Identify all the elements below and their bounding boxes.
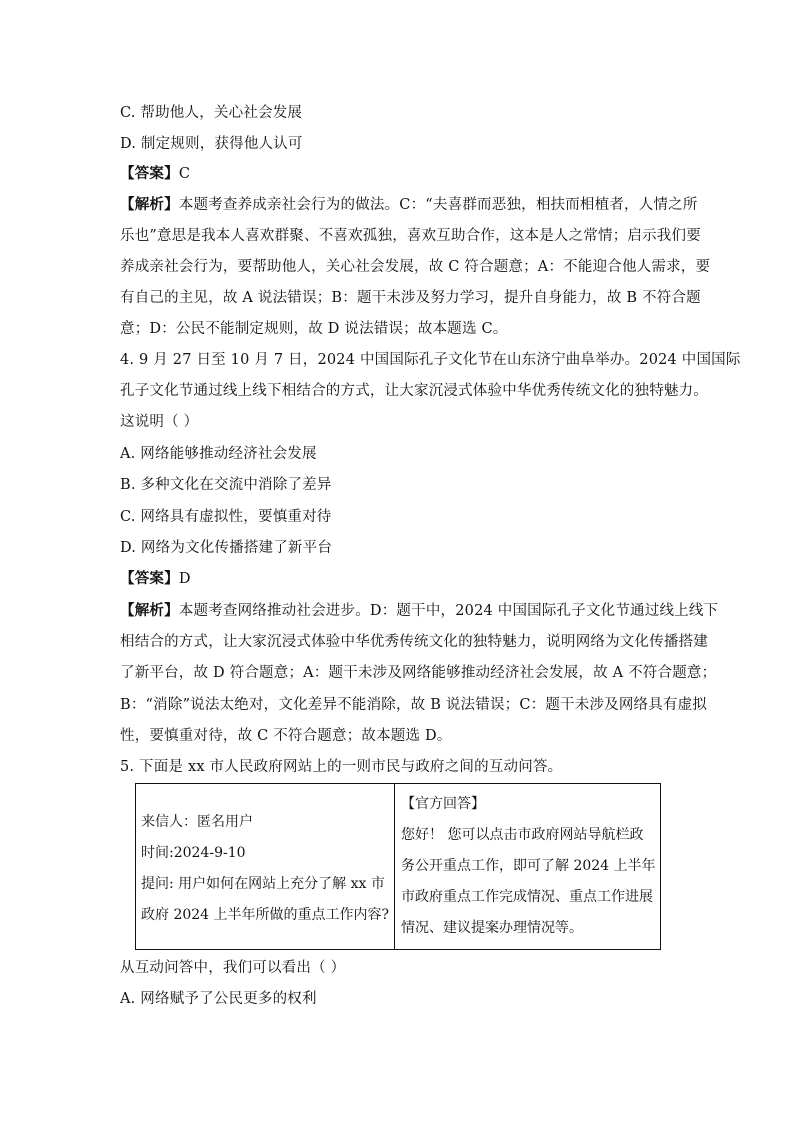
- q3-answer: [120, 164, 190, 184]
- answer-mark: 【答案】: [120, 165, 179, 182]
- q4-analysis-line: [120, 601, 718, 621]
- analysis-text: 本题考查养成亲社会行为的做法。C：“夫喜群而恶独，相扶而相植者，人情之所: [178, 197, 698, 213]
- q4-option-c: C. 网络具有虚拟性，要慎重对待: [120, 509, 332, 525]
- q4-option-d: D. 网络为文化传播搭建了新平台: [120, 540, 333, 556]
- answer-value: D: [178, 571, 191, 587]
- analysis-mark: 【解析】: [120, 196, 179, 213]
- q4-analysis-line: B：“消除”说法太绝对，文化差异不能消除，故 B 说法错误；C：题干未涉及网络具有虚拟: [120, 697, 708, 713]
- q3-analysis-line: 意；D：公民不能制定规则，故 D 说法错误；故本题选 C。: [120, 321, 508, 337]
- question-line: 提问: 用户如何在网站上充分了解 xx 市: [141, 876, 385, 892]
- reply-line: 情况、建议提案办理情况等。: [401, 920, 583, 936]
- q4-stem-line: 4. 9 月 27 日至 10 月 7 日，2024 中国国际孔子文化节在山东济宁曲阜举办。2024 中国国际: [120, 352, 741, 368]
- official-reply-heading: 【官方回答】: [401, 796, 485, 812]
- answer-value: C: [178, 166, 191, 182]
- q4-stem-line: 这说明（ ）: [120, 414, 199, 430]
- q4-analysis-line: 了新平台，故 D 符合题意；A：题干未涉及网络能够推动经济社会发展，故 A 不符合题意；: [120, 665, 717, 681]
- reply-line: 市政府重点工作完成情况、重点工作进展: [401, 889, 653, 905]
- q4-stem-line: 孔子文化节通过线上线下相结合的方式，让大家沉浸式体验中华优秀传统文化的独特魅力。: [120, 383, 708, 399]
- q4-analysis-line: 性，要慎重对待，故 C 不符合题意；故本题选 D。: [120, 728, 452, 744]
- q3-option-d: D. 制定规则，获得他人认可: [120, 136, 303, 152]
- q4-answer: [120, 569, 191, 589]
- q5-prompt: 从互动问答中，我们可以看出（ ）: [120, 960, 346, 976]
- q3-analysis-line: [120, 195, 698, 215]
- q5-option-a: A. 网络赋予了公民更多的权利: [120, 991, 317, 1007]
- q3-analysis-line: 有自己的主见，故 A 说法错误；B：题干未涉及努力学习，提升自身能力，故 B 不符合题: [120, 290, 701, 306]
- question-line: 政府 2024 上半年所做的重点工作内容?: [141, 907, 390, 923]
- reply-line: 您好！ 您可以点击市政府网站导航栏政: [401, 827, 644, 843]
- q5-stem: 5. 下面是 xx 市人民政府网站上的一则市民与政府之间的互动问答。: [120, 759, 563, 775]
- analysis-text: 本题考查网络推动社会进步。D：题干中，2024 中国国际孔子文化节通过线上线下: [178, 603, 719, 619]
- answer-mark: 【答案】: [120, 570, 179, 587]
- reply-line: 务公开重点工作，即可了解 2024 上半年: [401, 858, 656, 874]
- sender-label: 来信人：匿名用户: [141, 814, 253, 830]
- q4-option-b: B. 多种文化在交流中消除了差异: [120, 477, 332, 493]
- q3-analysis-line: 养成亲社会行为，要帮助他人，关心社会发展，故 C 符合题意；A：不能迎合他人需求，要: [120, 259, 711, 275]
- q3-option-c: C. 帮助他人，关心社会发展: [120, 105, 303, 121]
- time-label: 时间:2024-9-10: [141, 845, 246, 861]
- q3-analysis-line: 乐也”意思是我本人喜欢群聚、不喜欢孤独，喜欢互助合作，这本是人之常情；启示我们要: [120, 228, 701, 244]
- q4-analysis-line: 相结合的方式，让大家沉浸式体验中华优秀传统文化的独特魅力，说明网络为文化传播搭建: [120, 634, 708, 650]
- analysis-mark: 【解析】: [120, 602, 179, 619]
- q4-option-a: A. 网络能够推动经济社会发展: [120, 446, 317, 462]
